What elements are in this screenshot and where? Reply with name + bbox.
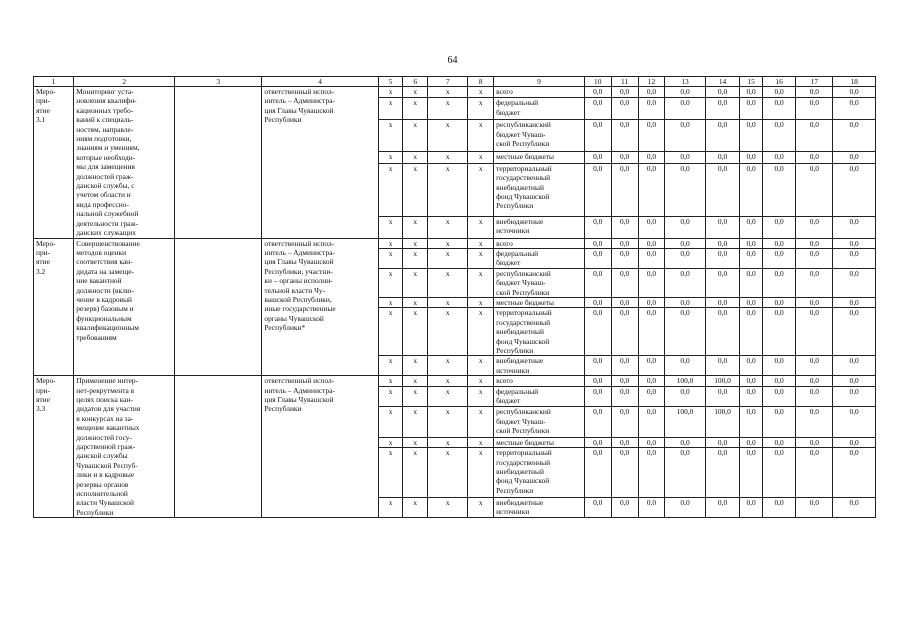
amount-cell: 0,0	[705, 268, 740, 297]
code-cell: x	[403, 437, 428, 448]
code-cell: x	[428, 87, 468, 98]
amount-cell: 0,0	[833, 376, 876, 387]
amount-cell: 0,0	[762, 238, 796, 248]
code-cell: x	[468, 238, 494, 248]
amount-cell: 0,0	[665, 297, 705, 307]
amount-cell: 0,0	[584, 163, 611, 216]
measure-code: Меро- при- ятие 3.2	[34, 238, 74, 376]
amount-cell: 0,0	[584, 448, 611, 498]
amount-cell: 0,0	[611, 407, 638, 437]
amount-cell: 0,0	[796, 376, 833, 387]
amount-cell: 0,0	[611, 120, 638, 152]
amount-cell: 0,0	[611, 152, 638, 163]
code-cell: x	[403, 216, 428, 238]
amount-cell: 0,0	[833, 386, 876, 406]
amount-cell: 0,0	[665, 216, 705, 238]
column-number: 5	[378, 77, 403, 87]
code-cell: x	[428, 248, 468, 268]
column-number: 14	[705, 77, 740, 87]
amount-cell: 0,0	[611, 356, 638, 376]
amount-cell: 0,0	[638, 98, 665, 120]
code-cell: x	[428, 386, 468, 406]
amount-cell: 0,0	[796, 248, 833, 268]
amount-cell: 0,0	[833, 238, 876, 248]
code-cell: x	[468, 437, 494, 448]
amount-cell: 0,0	[762, 87, 796, 98]
amount-cell: 0,0	[796, 120, 833, 152]
amount-cell: 0,0	[665, 248, 705, 268]
funding-source: всего	[494, 376, 585, 387]
amount-cell: 0,0	[833, 437, 876, 448]
table-row	[34, 87, 876, 98]
amount-cell: 0,0	[584, 497, 611, 517]
amount-cell: 100,0	[665, 376, 705, 387]
code-cell: x	[468, 376, 494, 387]
amount-cell: 0,0	[705, 297, 740, 307]
amount-cell: 0,0	[665, 497, 705, 517]
code-cell: x	[403, 98, 428, 120]
code-cell: x	[403, 248, 428, 268]
amount-cell: 0,0	[638, 238, 665, 248]
amount-cell: 0,0	[762, 448, 796, 498]
amount-cell: 0,0	[796, 238, 833, 248]
amount-cell: 0,0	[762, 376, 796, 387]
code-cell: x	[378, 407, 403, 437]
amount-cell: 0,0	[584, 297, 611, 307]
column-number: 4	[262, 77, 378, 87]
code-cell: x	[468, 448, 494, 498]
code-cell: x	[378, 87, 403, 98]
amount-cell: 0,0	[740, 120, 762, 152]
amount-cell: 0,0	[833, 98, 876, 120]
code-cell: x	[378, 248, 403, 268]
code-cell: x	[468, 268, 494, 297]
amount-cell: 0,0	[584, 376, 611, 387]
column-number: 9	[494, 77, 585, 87]
measure-title: Применение интер- нет-рекрутмента в целях поиска кан- дидатов для участия в конкурсах на за- мещение вакантных должностей госу- дарственной граж- данской службы Чувашской Респуб- лики и в кадровые резервы органов исполнительной власти Чувашской Республики	[74, 376, 175, 518]
amount-cell: 0,0	[833, 216, 876, 238]
column-number: 18	[833, 77, 876, 87]
amount-cell: 0,0	[740, 216, 762, 238]
column-number: 6	[403, 77, 428, 87]
column-number: 1	[34, 77, 74, 87]
amount-cell: 0,0	[611, 268, 638, 297]
amount-cell: 0,0	[665, 238, 705, 248]
amount-cell: 0,0	[740, 386, 762, 406]
amount-cell: 0,0	[796, 216, 833, 238]
amount-cell: 0,0	[665, 448, 705, 498]
amount-cell: 0,0	[665, 437, 705, 448]
amount-cell: 0,0	[740, 437, 762, 448]
amount-cell: 0,0	[638, 308, 665, 356]
funding-source: федеральный бюджет	[494, 386, 585, 406]
code-cell: x	[468, 87, 494, 98]
code-cell: x	[403, 308, 428, 356]
amount-cell: 100,0	[665, 407, 705, 437]
amount-cell: 0,0	[740, 497, 762, 517]
amount-cell: 0,0	[762, 216, 796, 238]
code-cell: x	[403, 268, 428, 297]
code-cell: x	[403, 120, 428, 152]
code-cell: x	[378, 238, 403, 248]
code-cell: x	[468, 308, 494, 356]
column-number: 2	[74, 77, 175, 87]
amount-cell: 0,0	[611, 376, 638, 387]
amount-cell: 0,0	[740, 407, 762, 437]
code-cell: x	[428, 437, 468, 448]
code-cell: x	[378, 356, 403, 376]
amount-cell: 0,0	[611, 98, 638, 120]
funding-source: федеральный бюджет	[494, 98, 585, 120]
amount-cell: 0,0	[584, 268, 611, 297]
amount-cell: 0,0	[584, 216, 611, 238]
amount-cell: 0,0	[796, 356, 833, 376]
code-cell: x	[403, 238, 428, 248]
page-number: 64	[447, 55, 458, 66]
code-cell: x	[428, 497, 468, 517]
amount-cell: 0,0	[833, 448, 876, 498]
measure-empty-cell	[175, 238, 262, 376]
amount-cell: 0,0	[740, 152, 762, 163]
amount-cell: 0,0	[762, 268, 796, 297]
code-cell: x	[428, 407, 468, 437]
amount-cell: 0,0	[740, 98, 762, 120]
amount-cell: 0,0	[638, 497, 665, 517]
measure-title: Совершенствование методов оценки соответствия кан- дидата на замеще- ние вакантной должности (вклю- чение в кадровый резерв) базовым и функциональным квалификационным требованиям	[74, 238, 175, 376]
column-number: 3	[175, 77, 262, 87]
amount-cell: 0,0	[796, 268, 833, 297]
funding-source: внебюджетные источники	[494, 356, 585, 376]
code-cell: x	[403, 497, 428, 517]
amount-cell: 0,0	[705, 448, 740, 498]
amount-cell: 0,0	[833, 163, 876, 216]
amount-cell: 0,0	[638, 376, 665, 387]
amount-cell: 0,0	[638, 437, 665, 448]
measure-code: Меро- при- ятие 3.1	[34, 87, 74, 239]
measure-code: Меро- при- ятие 3.3	[34, 376, 74, 518]
column-number: 12	[638, 77, 665, 87]
code-cell: x	[428, 163, 468, 216]
code-cell: x	[468, 120, 494, 152]
amount-cell: 0,0	[611, 248, 638, 268]
amount-cell: 0,0	[584, 87, 611, 98]
amount-cell: 0,0	[584, 437, 611, 448]
amount-cell: 0,0	[705, 120, 740, 152]
amount-cell: 0,0	[705, 163, 740, 216]
amount-cell: 0,0	[796, 407, 833, 437]
funding-source: территориальный государственный внебюджетный фонд Чувашской Республики	[494, 448, 585, 498]
amount-cell: 0,0	[833, 297, 876, 307]
amount-cell: 0,0	[796, 163, 833, 216]
code-cell: x	[468, 248, 494, 268]
amount-cell: 0,0	[833, 407, 876, 437]
code-cell: x	[428, 268, 468, 297]
amount-cell: 0,0	[638, 152, 665, 163]
amount-cell: 0,0	[638, 248, 665, 268]
amount-cell: 0,0	[762, 386, 796, 406]
funding-source: всего	[494, 238, 585, 248]
funding-source: местные бюджеты	[494, 437, 585, 448]
amount-cell: 0,0	[584, 308, 611, 356]
code-cell: x	[403, 87, 428, 98]
amount-cell: 0,0	[665, 308, 705, 356]
code-cell: x	[378, 297, 403, 307]
code-cell: x	[403, 407, 428, 437]
amount-cell: 0,0	[665, 120, 705, 152]
code-cell: x	[428, 216, 468, 238]
amount-cell: 0,0	[762, 297, 796, 307]
amount-cell: 0,0	[796, 98, 833, 120]
amount-cell: 0,0	[762, 356, 796, 376]
amount-cell: 0,0	[705, 87, 740, 98]
amount-cell: 0,0	[611, 308, 638, 356]
amount-cell: 0,0	[584, 248, 611, 268]
amount-cell: 0,0	[762, 98, 796, 120]
amount-cell: 0,0	[638, 268, 665, 297]
amount-cell: 0,0	[833, 152, 876, 163]
column-number: 16	[762, 77, 796, 87]
funding-source: внебюджетные источники	[494, 497, 585, 517]
column-number: 7	[428, 77, 468, 87]
funding-source: территориальный государственный внебюджетный фонд Чувашской Республики	[494, 308, 585, 356]
amount-cell: 0,0	[833, 248, 876, 268]
code-cell: x	[468, 98, 494, 120]
amount-cell: 0,0	[833, 356, 876, 376]
code-cell: x	[428, 297, 468, 307]
amount-cell: 0,0	[740, 297, 762, 307]
amount-cell: 0,0	[611, 238, 638, 248]
amount-cell: 0,0	[762, 248, 796, 268]
amount-cell: 0,0	[611, 297, 638, 307]
funding-source: местные бюджеты	[494, 152, 585, 163]
code-cell: x	[428, 238, 468, 248]
amount-cell: 0,0	[796, 497, 833, 517]
amount-cell: 0,0	[638, 297, 665, 307]
amount-cell: 0,0	[584, 152, 611, 163]
amount-cell: 0,0	[705, 386, 740, 406]
amount-cell: 0,0	[740, 238, 762, 248]
funding-source: внебюджетные источники	[494, 216, 585, 238]
amount-cell: 0,0	[611, 386, 638, 406]
code-cell: x	[378, 268, 403, 297]
column-number-row	[34, 77, 876, 87]
amount-cell: 100,0	[705, 407, 740, 437]
amount-cell: 0,0	[740, 87, 762, 98]
amount-cell: 0,0	[796, 297, 833, 307]
amount-cell: 100,0	[705, 376, 740, 387]
amount-cell: 0,0	[762, 120, 796, 152]
amount-cell: 0,0	[638, 216, 665, 238]
funding-table	[33, 76, 876, 518]
code-cell: x	[468, 163, 494, 216]
amount-cell: 0,0	[762, 163, 796, 216]
amount-cell: 0,0	[833, 497, 876, 517]
code-cell: x	[378, 152, 403, 163]
amount-cell: 0,0	[740, 248, 762, 268]
amount-cell: 0,0	[796, 152, 833, 163]
amount-cell: 0,0	[638, 448, 665, 498]
amount-cell: 0,0	[740, 356, 762, 376]
amount-cell: 0,0	[796, 87, 833, 98]
amount-cell: 0,0	[705, 497, 740, 517]
column-number: 17	[796, 77, 833, 87]
amount-cell: 0,0	[611, 163, 638, 216]
code-cell: x	[403, 356, 428, 376]
amount-cell: 0,0	[584, 356, 611, 376]
amount-cell: 0,0	[705, 437, 740, 448]
measure-empty-cell	[175, 87, 262, 239]
code-cell: x	[403, 297, 428, 307]
code-cell: x	[403, 152, 428, 163]
amount-cell: 0,0	[740, 163, 762, 216]
code-cell: x	[378, 216, 403, 238]
amount-cell: 0,0	[665, 386, 705, 406]
amount-cell: 0,0	[705, 152, 740, 163]
amount-cell: 0,0	[796, 437, 833, 448]
measure-empty-cell	[175, 376, 262, 518]
code-cell: x	[378, 120, 403, 152]
code-cell: x	[378, 376, 403, 387]
amount-cell: 0,0	[705, 356, 740, 376]
amount-cell: 0,0	[796, 448, 833, 498]
amount-cell: 0,0	[833, 308, 876, 356]
measure-executor: ответственный испол- нитель – Администра- ция Главы Чувашской Республики	[262, 376, 378, 518]
code-cell: x	[468, 152, 494, 163]
column-number: 13	[665, 77, 705, 87]
amount-cell: 0,0	[584, 120, 611, 152]
amount-cell: 0,0	[762, 407, 796, 437]
code-cell: x	[468, 297, 494, 307]
amount-cell: 0,0	[833, 87, 876, 98]
amount-cell: 0,0	[638, 386, 665, 406]
amount-cell: 0,0	[611, 87, 638, 98]
code-cell: x	[468, 407, 494, 437]
amount-cell: 0,0	[638, 87, 665, 98]
code-cell: x	[468, 497, 494, 517]
amount-cell: 0,0	[796, 386, 833, 406]
amount-cell: 0,0	[762, 437, 796, 448]
code-cell: x	[428, 376, 468, 387]
code-cell: x	[428, 356, 468, 376]
code-cell: x	[468, 216, 494, 238]
code-cell: x	[378, 448, 403, 498]
code-cell: x	[403, 163, 428, 216]
column-number: 15	[740, 77, 762, 87]
amount-cell: 0,0	[584, 238, 611, 248]
code-cell: x	[403, 386, 428, 406]
funding-source: республиканский бюджет Чуваш- ской Республики	[494, 268, 585, 297]
amount-cell: 0,0	[665, 268, 705, 297]
amount-cell: 0,0	[665, 152, 705, 163]
column-number: 8	[468, 77, 494, 87]
funding-source: всего	[494, 87, 585, 98]
code-cell: x	[428, 448, 468, 498]
amount-cell: 0,0	[611, 448, 638, 498]
amount-cell: 0,0	[796, 308, 833, 356]
code-cell: x	[468, 356, 494, 376]
amount-cell: 0,0	[665, 87, 705, 98]
amount-cell: 0,0	[833, 120, 876, 152]
measure-title: Мониторинг уста- новления квалифи- кационных требо- ваний к специаль- ностям, направле- ниям подготовки, знаниям и умениям, которые необходи- мы для замещения должностей граж- данской службы, с учетом области и вида профессио- нальной служебной деятельности граж- данских служащих	[74, 87, 175, 239]
amount-cell: 0,0	[705, 308, 740, 356]
code-cell: x	[428, 308, 468, 356]
amount-cell: 0,0	[762, 308, 796, 356]
measure-executor: ответственный испол- нитель – Администра- ция Главы Чувашской Республики	[262, 87, 378, 239]
amount-cell: 0,0	[833, 268, 876, 297]
code-cell: x	[428, 120, 468, 152]
amount-cell: 0,0	[665, 163, 705, 216]
amount-cell: 0,0	[740, 376, 762, 387]
code-cell: x	[378, 437, 403, 448]
code-cell: x	[378, 98, 403, 120]
amount-cell: 0,0	[705, 238, 740, 248]
amount-cell: 0,0	[705, 248, 740, 268]
column-number: 11	[611, 77, 638, 87]
measure-executor: ответственный испол- нитель – Администра- ция Главы Чувашской Республики, участни- ки – органы исполни- тельной власти Чу- вашской Республики, иные государственные органы Чувашской Республики*	[262, 238, 378, 376]
amount-cell: 0,0	[665, 356, 705, 376]
code-cell: x	[378, 386, 403, 406]
amount-cell: 0,0	[584, 98, 611, 120]
amount-cell: 0,0	[740, 268, 762, 297]
code-cell: x	[403, 376, 428, 387]
column-number: 10	[584, 77, 611, 87]
table-row	[34, 238, 876, 248]
code-cell: x	[378, 308, 403, 356]
amount-cell: 0,0	[638, 120, 665, 152]
amount-cell: 0,0	[740, 448, 762, 498]
amount-cell: 0,0	[638, 356, 665, 376]
code-cell: x	[468, 386, 494, 406]
table-row	[34, 376, 876, 387]
code-cell: x	[378, 497, 403, 517]
amount-cell: 0,0	[638, 163, 665, 216]
funding-source: федеральный бюджет	[494, 248, 585, 268]
funding-source: местные бюджеты	[494, 297, 585, 307]
code-cell: x	[428, 152, 468, 163]
code-cell: x	[403, 448, 428, 498]
amount-cell: 0,0	[740, 308, 762, 356]
amount-cell: 0,0	[762, 497, 796, 517]
funding-source: республиканский бюджет Чуваш- ской Республики	[494, 120, 585, 152]
funding-source: территориальный государственный внебюджетный фонд Чувашской Республики	[494, 163, 585, 216]
amount-cell: 0,0	[584, 386, 611, 406]
amount-cell: 0,0	[705, 98, 740, 120]
amount-cell: 0,0	[611, 497, 638, 517]
amount-cell: 0,0	[762, 152, 796, 163]
amount-cell: 0,0	[638, 407, 665, 437]
code-cell: x	[428, 98, 468, 120]
funding-source: республиканский бюджет Чуваш- ской Республики	[494, 407, 585, 437]
amount-cell: 0,0	[584, 407, 611, 437]
code-cell: x	[378, 163, 403, 216]
amount-cell: 0,0	[611, 437, 638, 448]
amount-cell: 0,0	[705, 216, 740, 238]
amount-cell: 0,0	[611, 216, 638, 238]
amount-cell: 0,0	[665, 98, 705, 120]
